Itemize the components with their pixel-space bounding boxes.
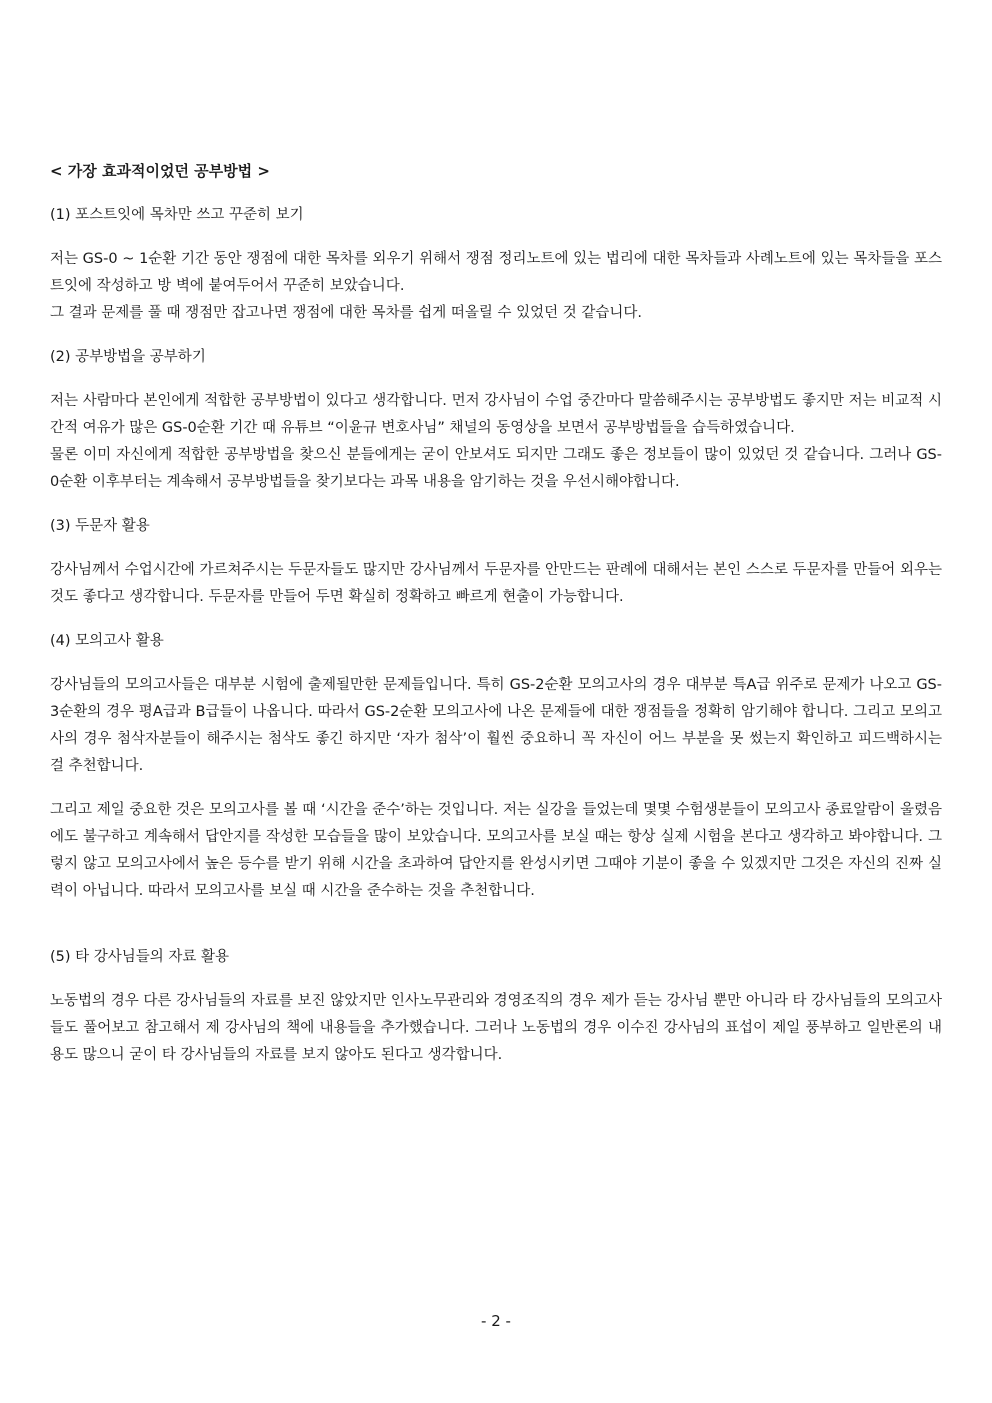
section-heading-5: (5) 타 강사님들의 자료 활용 — [50, 949, 230, 965]
section-1-body — [50, 246, 942, 327]
paragraph: 강사님께서 수업시간에 가르쳐주시는 두문자들도 많지만 강사님께서 두문자를 안만드는 판례에 대해서는 본인 스스로 두문자를 만들어 외우는 것도 좋다고 생각합니다. 두문자를 만들어 두면 확실히 정확하고 빠르게 현출이 가능합니다. — [50, 562, 942, 605]
section-4-body-a — [50, 672, 942, 780]
paragraph: 강사님들의 모의고사들은 대부분 시험에 출제될만한 문제들입니다. 특히 GS-2순환 모의고사의 경우 대부분 특A급 위주로 문제가 나오고 GS-3순환의 경우 평A급과 B급들이 나옵니다. 따라서 GS-2순환 모의고사에 나온 문제들에 대한 쟁점들을 정확히 암기해야 합니다. 그리고 모의고사의 경우 첨삭자분들이 해주시는 첨삭도 좋긴 하지만 ‘자가 첨삭’이 훨씬 중요하니 꼭 자신이 어느 부분을 못 썼는지 확인하고 피드백하시는 걸 추천합니다. — [50, 677, 942, 774]
document-page — [50, 158, 942, 1086]
section-heading-3: (3) 두문자 활용 — [50, 518, 150, 534]
paragraph: 저는 GS-0 ~ 1순환 기간 동안 쟁점에 대한 목차를 외우기 위해서 쟁점 정리노트에 있는 법리에 대한 목차들과 사례노트에 있는 목차들을 포스트잇에 작성하고 방 벽에 붙여두어서 꾸준히 보았습니다. — [50, 251, 942, 294]
page-number: - 2 - — [481, 1312, 511, 1330]
spacer — [50, 922, 942, 944]
paragraph: 물론 이미 자신에게 적합한 공부방법을 찾으신 분들에게는 굳이 안보셔도 되지만 그래도 좋은 정보들이 많이 있었던 것 같습니다. 그러나 GS-0순환 이후부터는 계속해서 공부방법들을 찾기보다는 과목 내용을 암기하는 것을 우선시해야합니다. — [50, 447, 942, 490]
paragraph: 저는 사람마다 본인에게 적합한 공부방법이 있다고 생각합니다. 먼저 강사님이 수업 중간마다 말씀해주시는 공부방법도 좋지만 저는 비교적 시간적 여유가 많은 GS-0순환 기간 때 유튜브 “이윤규 변호사님” 채널의 동영상을 보면서 공부방법들을 습득하였습니다. — [50, 393, 942, 436]
paragraph: 그리고 제일 중요한 것은 모의고사를 볼 때 ‘시간을 준수’하는 것입니다. 저는 실강을 들었는데 몇몇 수험생분들이 모의고사 종료알람이 울렸음에도 불구하고 계속해서 답안지를 작성한 모습들을 많이 보았습니다. 모의고사를 보실 때는 항상 실제 시험을 본다고 생각하고 봐야합니다. 그렇지 않고 모의고사에서 높은 등수를 받기 위해 시간을 초과하여 답안지를 완성시키면 그때야 기분이 좋을 수 있겠지만 그것은 자신의 진짜 실력이 아닙니다. 따라서 모의고사를 보실 때 시간을 준수하는 것을 추천합니다. — [50, 802, 942, 899]
section-2-body — [50, 388, 942, 496]
section-heading-1: (1) 포스트잇에 목차만 쓰고 꾸준히 보기 — [50, 207, 304, 223]
paragraph: 그 결과 문제를 풀 때 쟁점만 잡고나면 쟁점에 대한 목차를 쉽게 떠올릴 수 있었던 것 같습니다. — [50, 305, 643, 321]
document-title: < 가장 효과적이었던 공부방법 > — [50, 162, 270, 180]
section-5-body — [50, 988, 942, 1069]
section-4-body-b — [50, 797, 942, 905]
section-heading-2: (2) 공부방법을 공부하기 — [50, 349, 206, 365]
section-3-body — [50, 557, 942, 611]
paragraph: 노동법의 경우 다른 강사님들의 자료를 보진 않았지만 인사노무관리와 경영조직의 경우 제가 듣는 강사님 뿐만 아니라 타 강사님들의 모의고사들도 풀어보고 참고해서 제 강사님의 책에 내용들을 추가했습니다. 그러나 노동법의 경우 이수진 강사님의 표섭이 제일 풍부하고 일반론의 내용도 많으니 굳이 타 강사님들의 자료를 보지 않아도 된다고 생각합니다. — [50, 993, 942, 1063]
section-heading-4: (4) 모의고사 활용 — [50, 633, 164, 649]
